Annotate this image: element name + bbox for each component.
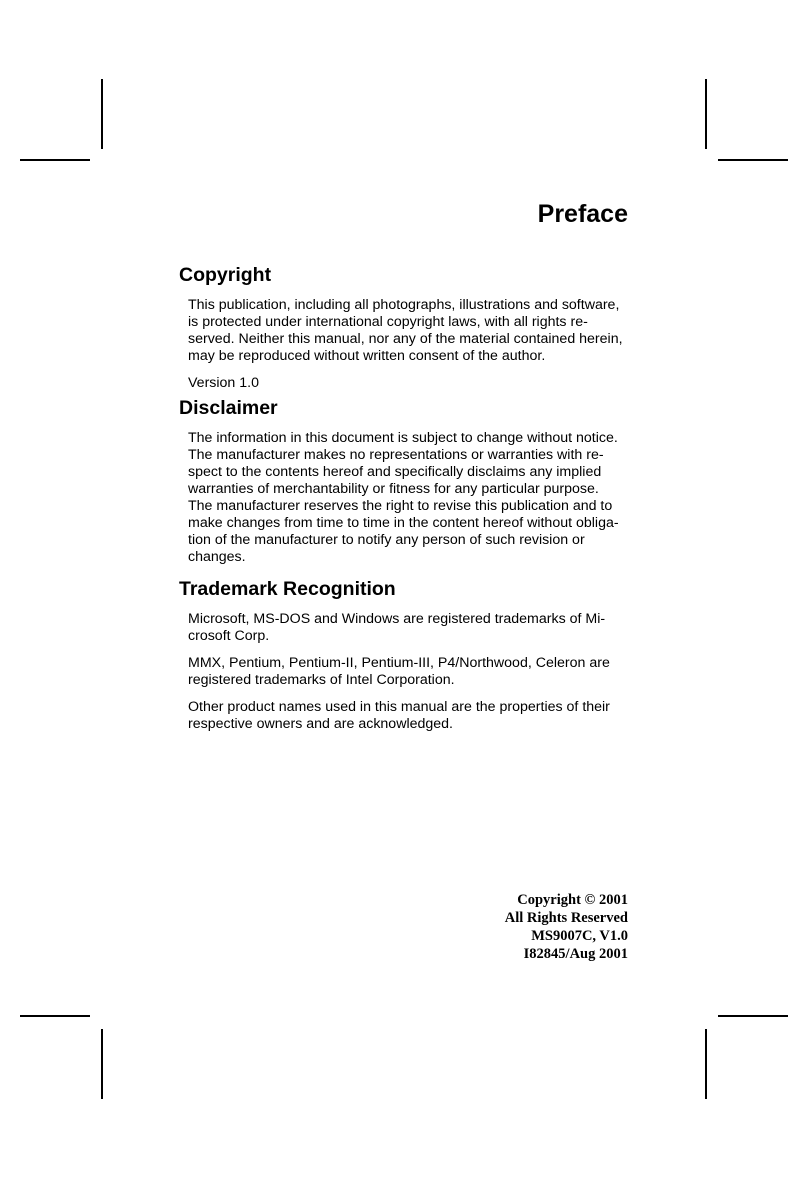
text-line: registered trademarks of Intel Corporation. — [188, 672, 455, 688]
crop-mark-top-right-horizontal — [718, 159, 788, 161]
text-line: Other product names used in this manual are the properties of their — [188, 699, 610, 715]
text-line: crosoft Corp. — [188, 628, 270, 644]
disclaimer-heading: Disclaimer — [179, 397, 278, 419]
text-line: is protected under international copyright laws, with all rights re- — [188, 314, 588, 330]
crop-mark-bottom-right-vertical — [705, 1029, 707, 1099]
text-line: This publication, including all photographs, illustrations and software, — [188, 297, 620, 313]
trademark-heading: Trademark Recognition — [179, 578, 396, 600]
text-line: The manufacturer makes no representations or warranties with re- — [188, 447, 604, 463]
text-line: changes. — [188, 549, 246, 565]
crop-mark-bottom-right-horizontal — [718, 1015, 788, 1017]
colophon-rights: All Rights Reserved — [504, 910, 628, 926]
crop-mark-bottom-left-horizontal — [20, 1015, 90, 1017]
page-content — [179, 262, 639, 743]
text-line: may be reproduced without written consent of the author. — [188, 348, 546, 364]
colophon-copyright: Copyright © 2001 — [517, 892, 628, 908]
text-line: make changes from time to time in the content hereof without obliga- — [188, 515, 619, 531]
text-line: warranties of merchantability or fitness for any particular purpose. — [188, 481, 599, 497]
crop-mark-top-left-vertical — [101, 79, 103, 149]
text-line: MMX, Pentium, Pentium-II, Pentium-III, P4/Northwood, Celeron are — [188, 655, 610, 671]
trademark-paragraph-microsoft — [188, 611, 640, 645]
colophon-model-version: MS9007C, V1.0 — [531, 928, 628, 944]
crop-mark-bottom-left-vertical — [101, 1029, 103, 1099]
copyright-heading: Copyright — [179, 264, 272, 286]
colophon — [505, 891, 628, 963]
text-line: tion of the manufacturer to notify any person of such revision or — [188, 532, 585, 548]
text-line: served. Neither this manual, nor any of the material contained herein, — [188, 331, 623, 347]
trademark-paragraph-intel — [188, 655, 640, 689]
text-line: The manufacturer reserves the right to revise this publication and to — [188, 498, 613, 514]
crop-mark-top-left-horizontal — [20, 159, 90, 161]
colophon-doc-date: I82845/Aug 2001 — [523, 946, 628, 962]
trademark-paragraph-other — [188, 699, 640, 733]
text-line: Microsoft, MS-DOS and Windows are registered trademarks of Mi- — [188, 611, 606, 627]
text-line: The information in this document is subject to change without notice. — [188, 430, 618, 446]
copyright-paragraph — [188, 297, 640, 365]
disclaimer-paragraph — [188, 430, 640, 566]
version-text: Version 1.0 — [188, 375, 259, 391]
crop-mark-top-right-vertical — [705, 79, 707, 149]
text-line: respective owners and are acknowledged. — [188, 716, 453, 732]
text-line: spect to the contents hereof and specifically disclaims any implied — [188, 464, 602, 480]
page-title: Preface — [537, 200, 628, 228]
